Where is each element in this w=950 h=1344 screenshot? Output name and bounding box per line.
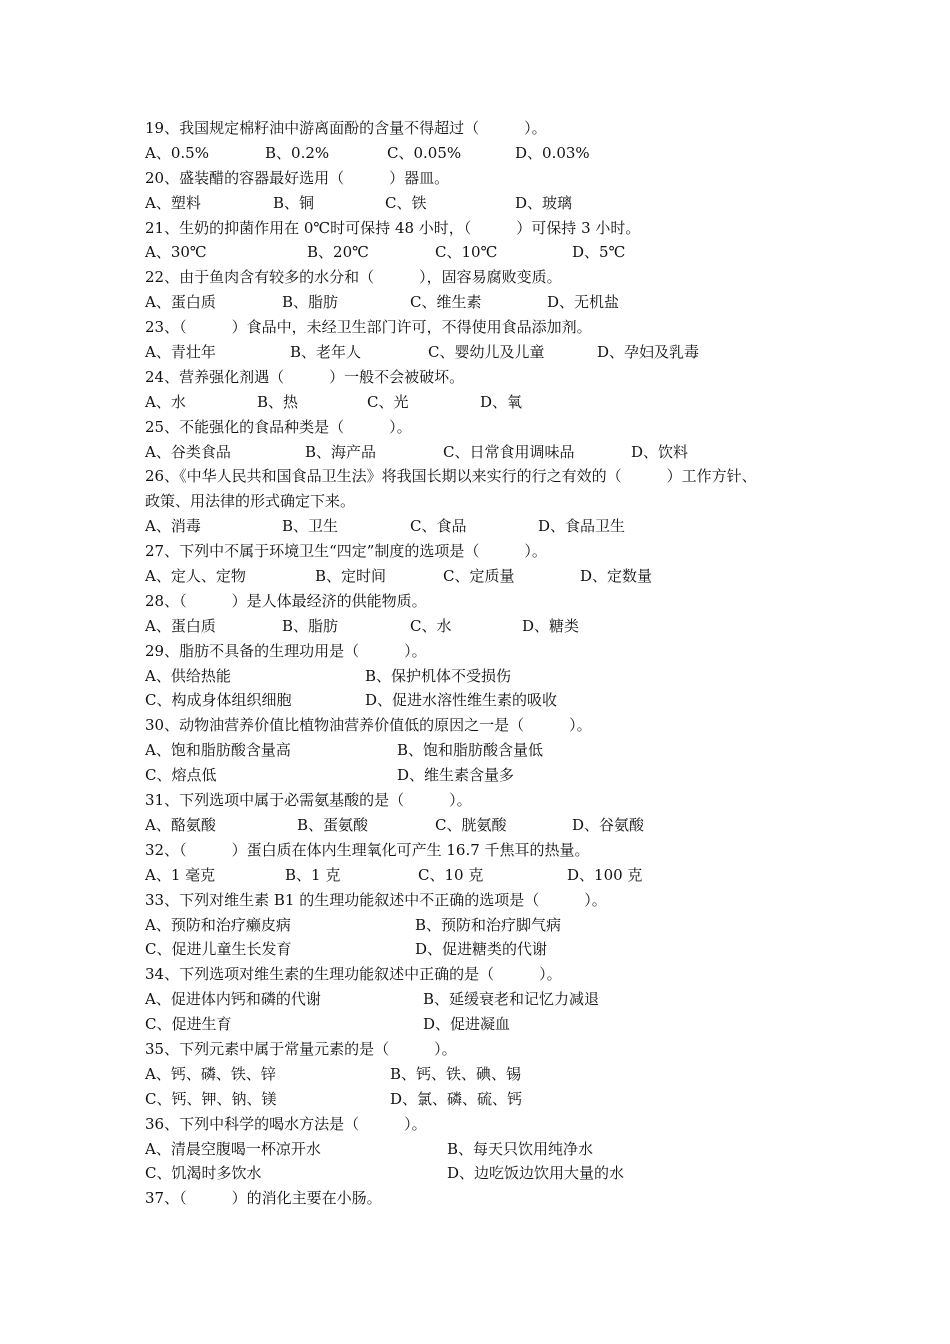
option-choice: C、食品 <box>410 517 467 536</box>
options-row <box>145 440 825 465</box>
option-choice: A、塑料 <box>145 193 201 212</box>
option-choice: B、每天只饮用纯净水 <box>447 1139 594 1158</box>
question-stem-line <box>145 888 825 913</box>
question-stem: 36、下列中科学的喝水方法是（ ）。 <box>145 1114 427 1133</box>
option-choice: D、100 克 <box>567 865 643 884</box>
option-choice: C、铁 <box>385 193 427 212</box>
options-row <box>145 1062 825 1087</box>
option-choice: B、饱和脂肪酸含量低 <box>397 741 544 760</box>
options-row <box>145 813 825 838</box>
question-stem-line <box>145 116 825 141</box>
options-row <box>145 1087 825 1112</box>
option-choice: A、蛋白质 <box>145 293 216 312</box>
question-stem: 32、（ ）蛋白质在体内生理氧化可产生 16.7 千焦耳的热量。 <box>145 840 590 859</box>
question-stem-continuation: 政策、用法律的形式确定下来。 <box>145 492 356 511</box>
option-choice: A、预防和治疗癞皮病 <box>145 915 291 934</box>
question-stem: 28、（ ）是人体最经济的供能物质。 <box>145 591 427 610</box>
option-choice: B、脂肪 <box>282 293 339 312</box>
option-choice: A、蛋白质 <box>145 616 216 635</box>
option-choice: B、0.2% <box>265 143 330 162</box>
option-choice: C、促进儿童生长发育 <box>145 940 292 959</box>
options-row <box>145 564 825 589</box>
option-choice: A、30℃ <box>145 243 207 262</box>
option-choice: C、婴幼儿及儿童 <box>428 343 545 362</box>
question-stem-line <box>145 1112 825 1137</box>
option-choice: D、孕妇及乳毒 <box>597 343 700 362</box>
option-choice: D、维生素含量多 <box>397 766 515 785</box>
options-row <box>145 141 825 166</box>
option-choice: D、促进水溶性维生素的吸收 <box>365 691 558 710</box>
options-row <box>145 290 825 315</box>
options-row <box>145 514 825 539</box>
option-choice: B、保护机体不受损伤 <box>365 666 512 685</box>
option-choice: C、饥渴时多饮水 <box>145 1164 262 1183</box>
question-stem: 37、（ ）的消化主要在小肠。 <box>145 1189 382 1208</box>
options-row <box>145 688 825 713</box>
question-stem-line <box>145 464 825 489</box>
option-choice: B、卫生 <box>282 517 339 536</box>
question-stem: 19、我国规定棉籽油中游离面酚的含量不得超过（ ）。 <box>145 119 547 137</box>
option-choice: B、海产品 <box>305 442 377 461</box>
option-choice: C、日常食用调味品 <box>443 442 575 461</box>
option-choice: B、20℃ <box>307 243 369 262</box>
option-choice: A、钙、磷、铁、锌 <box>145 1064 276 1083</box>
option-choice: C、光 <box>367 392 409 411</box>
options-row <box>145 913 825 938</box>
option-choice: D、5℃ <box>572 243 626 262</box>
option-choice: D、边吃饭边饮用大量的水 <box>447 1164 625 1183</box>
question-stem-line <box>145 216 825 241</box>
option-choice: A、谷类食品 <box>145 442 231 461</box>
option-choice: B、延缓衰老和记忆力减退 <box>423 990 600 1009</box>
option-choice: D、氯、磷、硫、钙 <box>390 1089 523 1108</box>
option-choice: B、预防和治疗脚气病 <box>415 915 562 934</box>
options-row <box>145 1012 825 1037</box>
option-choice: A、水 <box>145 392 186 411</box>
question-stem: 21、生奶的抑菌作用在 0℃时可保持 48 小时，（ ）可保持 3 小时。 <box>145 218 641 237</box>
option-choice: D、促进凝血 <box>423 1015 511 1034</box>
option-choice: A、0.5% <box>145 143 209 162</box>
option-choice: A、1 毫克 <box>145 865 216 884</box>
option-choice: D、促进糖类的代谢 <box>415 940 548 959</box>
option-choice: D、饮料 <box>631 442 689 461</box>
question-stem: 27、下列中不属于环境卫生“四定”制度的选项是（ ）。 <box>145 542 547 561</box>
question-stem: 26、《中华人民共和国食品卫生法》将我国长期以来实行的行之有效的（ ）工作方针、 <box>145 467 757 486</box>
option-choice: D、糖类 <box>522 616 580 635</box>
option-choice: A、促进体内钙和磷的代谢 <box>145 990 321 1009</box>
options-row <box>145 191 825 216</box>
question-stem: 35、下列元素中属于常量元素的是（ ）。 <box>145 1039 457 1058</box>
option-choice: D、氧 <box>480 392 523 411</box>
option-choice: D、玻璃 <box>515 193 573 212</box>
question-stem-continuation-line <box>145 489 825 514</box>
option-choice: A、酪氨酸 <box>145 815 216 834</box>
question-stem-line <box>145 315 825 340</box>
options-row <box>145 240 825 265</box>
option-choice: C、构成身体组织细胞 <box>145 691 292 710</box>
options-row <box>145 340 825 365</box>
question-stem-line <box>145 838 825 863</box>
question-stem: 34、下列选项对维生素的生理功能叙述中正确的是（ ）。 <box>145 965 562 984</box>
option-choice: B、热 <box>257 392 299 411</box>
option-choice: B、钙、铁、碘、锡 <box>390 1064 522 1083</box>
question-stem-line <box>145 788 825 813</box>
question-stem: 33、下列对维生素 B1 的生理功能叙述中不正确的选项是（ ）。 <box>145 890 607 909</box>
question-stem-line <box>145 713 825 738</box>
question-stem-line <box>145 1037 825 1062</box>
question-stem: 24、营养强化剂遇（ ）一般不会被破坏。 <box>145 367 465 386</box>
option-choice: C、维生素 <box>410 293 482 312</box>
options-row <box>145 664 825 689</box>
option-choice: A、定人、定物 <box>145 567 246 586</box>
option-choice: B、蛋氨酸 <box>297 815 369 834</box>
option-choice: C、水 <box>410 616 452 635</box>
question-stem: 31、下列选项中属于必需氨基酸的是（ ）。 <box>145 791 472 810</box>
option-choice: C、0.05% <box>387 143 462 162</box>
options-row <box>145 1161 825 1186</box>
question-stem-line <box>145 1186 825 1211</box>
question-stem-line <box>145 639 825 664</box>
option-choice: C、胱氨酸 <box>435 815 507 834</box>
question-stem-line <box>145 415 825 440</box>
option-choice: A、饱和脂肪酸含量高 <box>145 741 291 760</box>
option-choice: D、0.03% <box>515 143 590 162</box>
question-stem-line <box>145 265 825 290</box>
option-choice: D、定数量 <box>580 567 653 586</box>
options-row <box>145 937 825 962</box>
option-choice: A、青壮年 <box>145 343 216 362</box>
option-choice: B、铜 <box>273 193 315 212</box>
question-list <box>145 116 825 1211</box>
question-stem: 25、不能强化的食品种类是（ ）。 <box>145 417 412 436</box>
option-choice: B、定时间 <box>315 567 387 586</box>
options-row <box>145 987 825 1012</box>
option-choice: C、促进生育 <box>145 1015 232 1034</box>
option-choice: C、钙、钾、钠、镁 <box>145 1089 277 1108</box>
question-stem-line <box>145 365 825 390</box>
options-row <box>145 614 825 639</box>
question-stem-line <box>145 166 825 191</box>
option-choice: D、谷氨酸 <box>572 815 645 834</box>
option-choice: D、无机盐 <box>547 293 620 312</box>
option-choice: B、老年人 <box>290 343 362 362</box>
question-stem: 23、（ ）食品中，未经卫生部门许可，不得使用食品添加剂。 <box>145 318 592 337</box>
option-choice: A、供给热能 <box>145 666 231 685</box>
option-choice: C、定质量 <box>443 567 515 586</box>
option-choice: B、1 克 <box>285 865 341 884</box>
options-row <box>145 763 825 788</box>
option-choice: C、10 克 <box>418 865 484 884</box>
option-choice: C、10℃ <box>435 243 498 262</box>
question-stem-line <box>145 962 825 987</box>
question-stem: 20、盛装醋的容器最好选用（ ）器皿。 <box>145 168 450 187</box>
options-row <box>145 1137 825 1162</box>
question-stem-line <box>145 539 825 564</box>
option-choice: D、食品卫生 <box>538 517 626 536</box>
question-stem: 30、动物油营养价值比植物油营养价值低的原因之一是（ ）。 <box>145 716 592 735</box>
option-choice: C、熔点低 <box>145 766 217 785</box>
option-choice: A、清晨空腹喝一杯凉开水 <box>145 1139 321 1158</box>
option-choice: B、脂肪 <box>282 616 339 635</box>
question-stem: 29、脂肪不具备的生理功用是（ ）。 <box>145 641 427 660</box>
question-stem: 22、由于鱼肉含有较多的水分和（ ），固容易腐败变质。 <box>145 268 562 287</box>
options-row <box>145 390 825 415</box>
question-stem-line <box>145 589 825 614</box>
option-choice: A、消毒 <box>145 517 201 536</box>
options-row <box>145 738 825 763</box>
options-row <box>145 863 825 888</box>
